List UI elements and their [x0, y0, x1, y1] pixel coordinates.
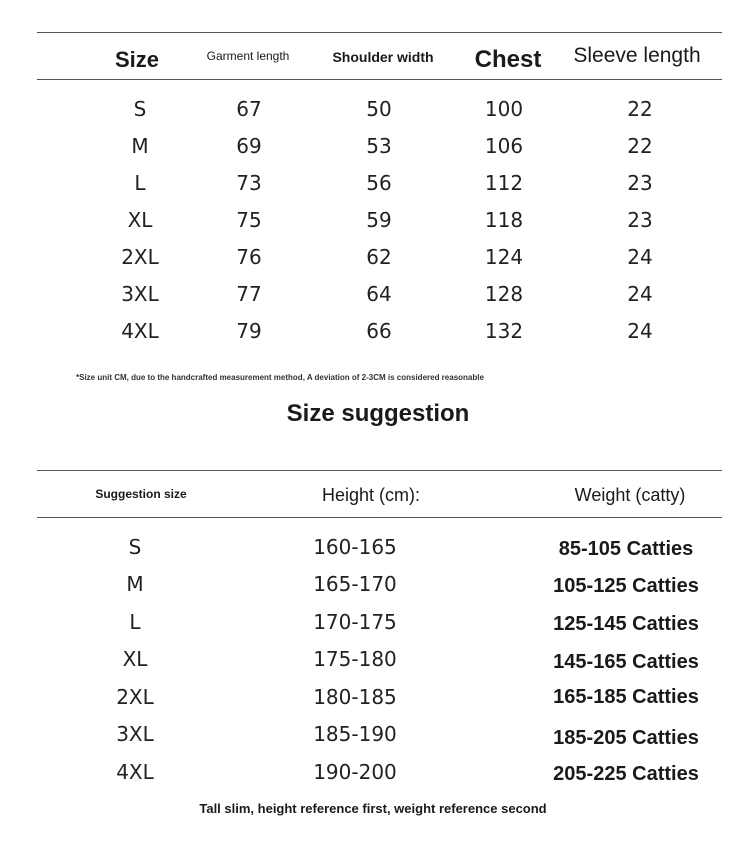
row-height: 180-185	[313, 685, 397, 709]
size-suggestion-title: Size suggestion	[286, 400, 470, 427]
header-height: Height (cm):	[321, 485, 421, 505]
row-size: XL	[127, 208, 153, 232]
row-chest: 106	[484, 134, 524, 158]
row-garment-length: 77	[236, 282, 262, 306]
row-sleeve-length: 22	[627, 134, 653, 158]
row-sleeve-length: 24	[627, 282, 653, 306]
row-size: L	[134, 171, 146, 195]
row-garment-length: 79	[236, 319, 262, 343]
row-garment-length: 75	[236, 208, 262, 232]
row-weight: 185-205 Catties	[553, 727, 699, 749]
row-chest: 132	[484, 319, 524, 343]
row-sleeve-length: 24	[627, 245, 653, 269]
header-sleeve-length: Sleeve length	[573, 44, 701, 67]
row-weight: 165-185 Catties	[553, 686, 699, 708]
row-weight: 85-105 Catties	[558, 538, 694, 560]
row-weight: 105-125 Catties	[553, 575, 699, 597]
row-suggestion-size: S	[128, 535, 142, 559]
row-chest: 124	[484, 245, 524, 269]
row-shoulder-width: 50	[366, 97, 392, 121]
row-shoulder-width: 53	[366, 134, 392, 158]
measurement-note: *Size unit CM, due to the handcrafted measurement method, A deviation of 2-3CM is considered reasonable	[76, 373, 484, 382]
header-garment-length: Garment length	[206, 49, 290, 63]
row-chest: 100	[484, 97, 524, 121]
row-garment-length: 69	[236, 134, 262, 158]
header-shoulder-width: Shoulder width	[332, 49, 434, 65]
row-size: M	[131, 134, 149, 158]
suggestion-table-top-rule	[37, 470, 722, 471]
header-suggestion-size: Suggestion size	[95, 487, 187, 501]
row-shoulder-width: 59	[366, 208, 392, 232]
row-suggestion-size: 3XL	[116, 722, 154, 746]
row-size: 2XL	[121, 245, 159, 269]
row-sleeve-length: 22	[627, 97, 653, 121]
row-chest: 128	[484, 282, 524, 306]
row-height: 175-180	[313, 647, 397, 671]
header-chest: Chest	[474, 46, 542, 73]
row-sleeve-length: 23	[627, 208, 653, 232]
row-size: 3XL	[121, 282, 159, 306]
row-sleeve-length: 24	[627, 319, 653, 343]
row-height: 190-200	[313, 760, 397, 784]
row-shoulder-width: 56	[366, 171, 392, 195]
row-sleeve-length: 23	[627, 171, 653, 195]
row-height: 165-170	[313, 572, 397, 596]
row-suggestion-size: 4XL	[116, 760, 154, 784]
row-chest: 118	[484, 208, 524, 232]
row-height: 160-165	[313, 535, 397, 559]
row-weight: 125-145 Catties	[553, 613, 699, 635]
header-size: Size	[114, 47, 160, 72]
size-table-header-rule	[37, 79, 722, 80]
row-garment-length: 67	[236, 97, 262, 121]
size-table-top-rule	[37, 32, 722, 33]
row-shoulder-width: 66	[366, 319, 392, 343]
row-suggestion-size: 2XL	[116, 685, 154, 709]
suggestion-table-header-rule	[37, 517, 722, 518]
row-height: 185-190	[313, 722, 397, 746]
row-size: 4XL	[121, 319, 159, 343]
row-shoulder-width: 64	[366, 282, 392, 306]
row-height: 170-175	[313, 610, 397, 634]
row-size: S	[133, 97, 147, 121]
row-chest: 112	[484, 171, 524, 195]
row-suggestion-size: M	[126, 572, 144, 596]
suggestion-footer: Tall slim, height reference first, weight reference second	[199, 801, 547, 816]
row-garment-length: 73	[236, 171, 262, 195]
header-weight: Weight (catty)	[574, 485, 686, 505]
row-suggestion-size: XL	[122, 647, 148, 671]
row-shoulder-width: 62	[366, 245, 392, 269]
row-garment-length: 76	[236, 245, 262, 269]
row-suggestion-size: L	[129, 610, 141, 634]
row-weight: 205-225 Catties	[553, 763, 699, 785]
row-weight: 145-165 Catties	[553, 651, 699, 673]
